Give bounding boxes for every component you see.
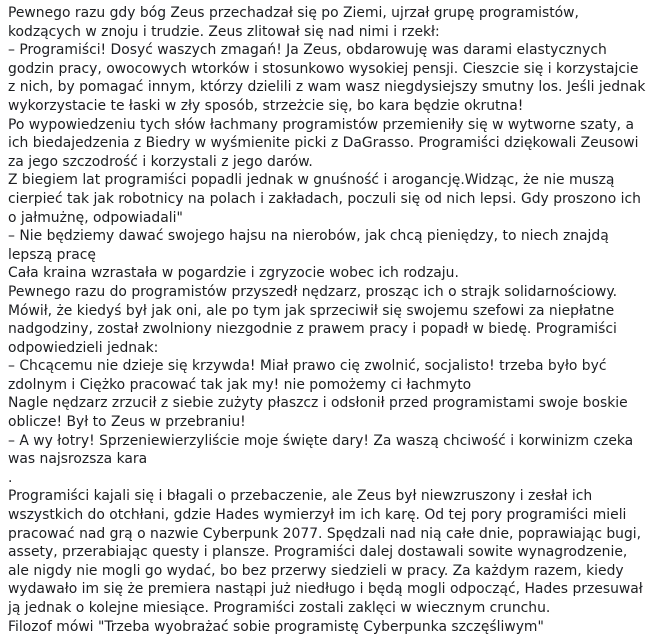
paragraph-zeus-gifts: – Programiści! Dosyć waszych zmagań! Ja Zeus, obdarowuję was darami elastycznych godzin pracy, owocowych wtorków i stosunkowo wysokiej pensji. Cieszcie się i korzystajcie z nich, by pomagać innym, którzy dzielili z wam wasz niegdysiejszy smutny los. Jeśli jednak wykorzystacie te łaski w zły sposób, strzeżcie się, bo kara będzie okrutna!: [8, 42, 650, 114]
paragraph-punishment: Programiści kajali się i błagali o przebaczenie, ale Zeus był niewzruszony i zesłał ich wszystkich do otchłani, gdzie Hades wymierzył im ich karę. Od tej pory programiści mieli pracować nad grą o nazwie Cyberpunk 2077. Spędzali nad nią całe dnie, poprawiając bugi, assety, przerabiając questy i plansze. Programiści dalej dostawali sowite wynagrodzenie, ale nigdy nie mogli go wydać, bo bez przerwy siedzieli w pracy. Za każdym razem, kiedy wydawało im się że premiera nastąpi już niedługo i będą mogli odpocząć, Hades przesuwał ją jednak o kolejne miesiące. Programiści zostali zaklęci w wiecznym crunchu.: [8, 488, 648, 616]
paragraph-refusal: – Nie będziemy dawać swojego hajsu na nierobów, jak chcą pieniędzy, to niech znajdą lepszą pracę: [8, 228, 614, 263]
paragraph-zeus-anger: – A wy łotry! Sprzeniewierzyliście moje święte dary! Za waszą chciwość i korwinizm czeka was najsrozsza kara: [8, 432, 638, 468]
paragraph-programmers-reply: – Chcącemu nie dzieje się krzywda! Miał prawo cię zwolnić, socjalisto! trzeba było być zdolnym i Ciężko pracować tak jak my! nie pomożemy ci łachmyto: [8, 358, 611, 393]
paragraph-separator: .: [8, 469, 13, 486]
paragraph-zeus-walk: Pewnego razu gdy bóg Zeus przechadzał się po Ziemi, ujrzał grupę programistów, kodzących w znoju i trudzie. Zeus zlitował się nad nimi i rzekł:: [8, 5, 584, 40]
paragraph-transformation: Po wypowiedzeniu tych słów łachmany programistów przemieniły się w wytworne szaty, a ich biedajedzenia z Biedry w wyśmienite picki z DaGrasso. Programiści dziękowali Zeusowi za jego szczodrość i korzystali z jego darów.: [8, 116, 643, 170]
paragraph-beggar: Pewnego razu do programistów przyszedł nędzarz, prosząc ich o strajk solidarnościowy. Mówił, że kiedyś był jak oni, ale po tym jak sprzeciwił się swojemu szefowi za niepłatne nadgodziny, został zwolniony niezgodnie z prawem pracy i popadł w biedę. Programiści odpowiedzieli jednak:: [8, 283, 622, 356]
paragraph-philosopher: Filozof mówi "Trzeba wyobrażać sobie programistę Cyberpunka szczęśliwym": [8, 618, 544, 635]
paragraph-contempt: Cała kraina wzrastała w pogardzie i zgryzocie wobec ich rodzaju.: [8, 265, 459, 282]
paragraph-arrogance: Z biegiem lat programiści popadli jednak w gnuśność i arogancję.Widząc, że nie muszą cierpieć tak jak robotnicy na polach i zakładach, poczuli się od nich lepsi. Gdy proszono ich o jałmużnę, odpowiadali": [8, 172, 646, 226]
paragraph-reveal: Nagle nędzarz zrzucił z siebie zużyty płaszcz i odsłonił przed programistami swoje boskie oblicze! Był to Zeus w przebraniu!: [8, 395, 633, 431]
